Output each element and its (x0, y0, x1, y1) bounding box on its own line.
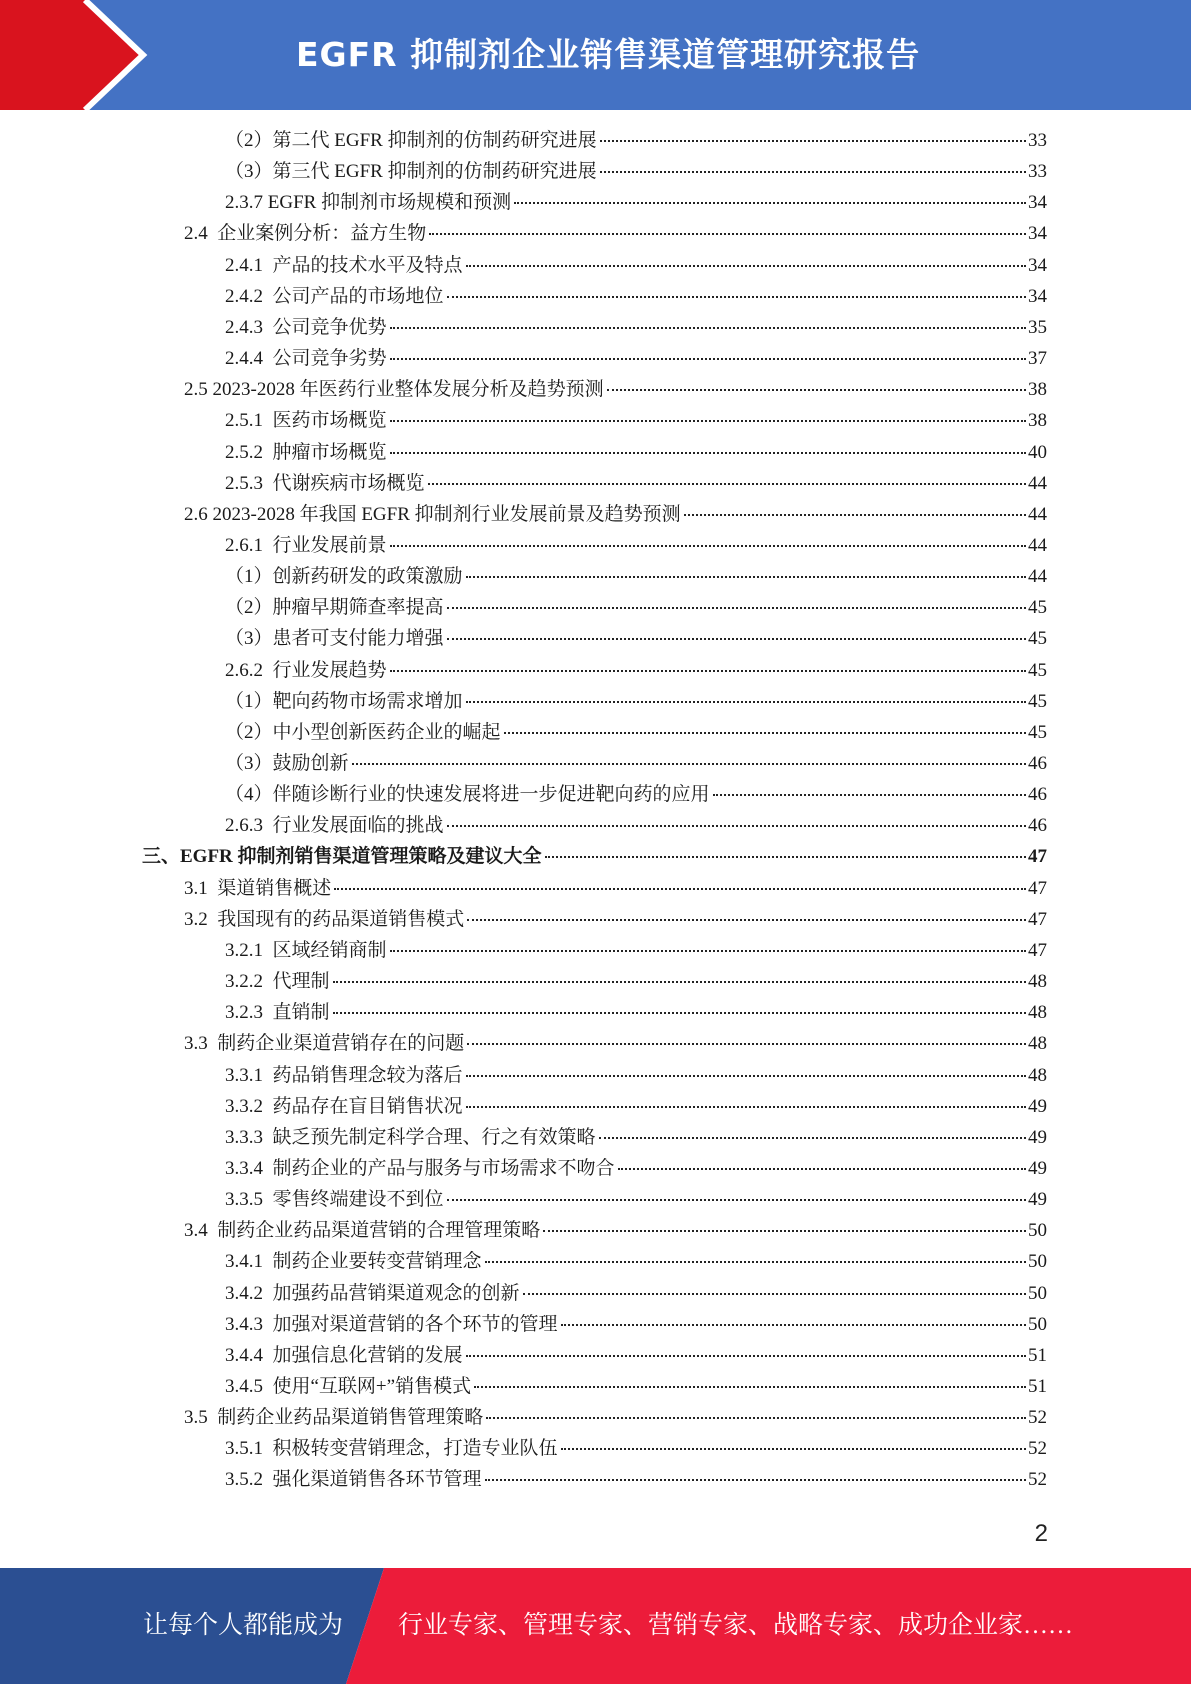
toc-entry-page: 45 (1028, 722, 1047, 743)
toc-entry-title: 2.3.7 EGFR 抑制剂市场规模和预测 (225, 192, 512, 213)
toc-entry-page: 49 (1028, 1127, 1047, 1148)
toc-entry-title: 3.4.2 加强药品营销渠道观念的创新 (225, 1283, 520, 1304)
toc-entry-title: 3.3.3 缺乏预先制定科学合理、行之有效策略 (225, 1127, 596, 1148)
toc-entry-title: 2.5.1 医药市场概览 (225, 410, 387, 431)
toc-dot-leader (466, 576, 1026, 578)
toc-dot-leader (466, 1355, 1026, 1357)
toc-entry[interactable] (225, 407, 1047, 435)
toc-entry[interactable] (184, 376, 1047, 404)
toc-dot-leader (713, 794, 1026, 796)
toc-entry[interactable] (225, 968, 1047, 996)
toc-entry-page: 48 (1028, 971, 1047, 992)
toc-entry-title: （3）鼓励创新 (225, 753, 349, 774)
red-arrow-ornament (0, 0, 160, 110)
toc-dot-leader (390, 327, 1026, 329)
toc-entry-page: 51 (1028, 1376, 1047, 1397)
toc-entry-page: 44 (1028, 535, 1047, 556)
toc-entry-title: （2）第二代 EGFR 抑制剂的仿制药研究进展 (225, 130, 597, 151)
toc-entry[interactable] (225, 1435, 1047, 1463)
toc-entry-page: 49 (1028, 1096, 1047, 1117)
toc-dot-leader (390, 670, 1026, 672)
toc-dot-leader (390, 420, 1026, 422)
toc-dot-leader (447, 296, 1026, 298)
toc-entry-title: 3.3.2 药品存在盲目销售状况 (225, 1096, 463, 1117)
toc-entry-title: 3.3 制药企业渠道营销存在的问题 (184, 1033, 465, 1054)
toc-dot-leader (333, 1012, 1026, 1014)
toc-entry[interactable] (225, 781, 1047, 809)
toc-entry-title: 2.4 企业案例分析：益方生物 (184, 223, 427, 244)
toc-entry-page: 48 (1028, 1002, 1047, 1023)
toc-entry-page: 52 (1028, 1407, 1047, 1428)
toc-entry-page: 50 (1028, 1283, 1047, 1304)
toc-entry-title: 3.3.5 零售终端建设不到位 (225, 1189, 444, 1210)
toc-entry-page: 46 (1028, 815, 1047, 836)
toc-entry[interactable] (225, 594, 1047, 622)
toc-entry[interactable] (225, 127, 1047, 155)
toc-dot-leader (466, 265, 1026, 267)
toc-entry-page: 45 (1028, 660, 1047, 681)
toc-dot-leader (352, 763, 1026, 765)
toc-entry-title: 2.6.1 行业发展前景 (225, 535, 387, 556)
toc-entry-page: 33 (1028, 161, 1047, 182)
toc-entry-page: 52 (1028, 1438, 1047, 1459)
toc-entry-title: （2）中小型创新医药企业的崛起 (225, 722, 501, 743)
toc-entry[interactable] (225, 1280, 1047, 1308)
toc-entry-page: 40 (1028, 442, 1047, 463)
toc-entry-title: 3.5.1 积极转变营销理念，打造专业队伍 (225, 1438, 558, 1459)
toc-dot-leader (618, 1168, 1026, 1170)
toc-entry-page: 52 (1028, 1469, 1047, 1490)
toc-dot-leader (447, 638, 1026, 640)
report-footer (0, 1568, 1191, 1684)
toc-entry-page: 45 (1028, 628, 1047, 649)
toc-entry[interactable] (184, 1404, 1047, 1432)
toc-entry-page: 48 (1028, 1065, 1047, 1086)
toc-entry-title: 3.4.1 制药企业要转变营销理念 (225, 1251, 482, 1272)
toc-entry[interactable] (225, 563, 1047, 591)
toc-entry[interactable] (225, 1373, 1047, 1401)
toc-entry-page: 33 (1028, 130, 1047, 151)
toc-dot-leader (447, 825, 1026, 827)
toc-dot-leader (390, 545, 1026, 547)
toc-entry-title: 2.4.3 公司竞争优势 (225, 317, 387, 338)
footer-slogan-right: 行业专家、管理专家、营销专家、战略专家、成功企业家…… (398, 1612, 1074, 1639)
toc-dot-leader (684, 514, 1026, 516)
toc-dot-leader (561, 1448, 1026, 1450)
toc-entry-page: 51 (1028, 1345, 1047, 1366)
toc-dot-leader (474, 1386, 1026, 1388)
toc-dot-leader (428, 483, 1026, 485)
toc-entry[interactable] (184, 906, 1047, 934)
toc-entry-page: 34 (1028, 223, 1047, 244)
toc-entry-title: （3）第三代 EGFR 抑制剂的仿制药研究进展 (225, 161, 597, 182)
toc-dot-leader (466, 1075, 1026, 1077)
toc-entry[interactable] (225, 657, 1047, 685)
toc-dot-leader (390, 452, 1026, 454)
toc-entry[interactable] (225, 314, 1047, 342)
toc-entry-page: 49 (1028, 1189, 1047, 1210)
toc-dot-leader (447, 1199, 1026, 1201)
toc-dot-leader (447, 607, 1026, 609)
toc-entry-title: 3.2.1 区域经销商制 (225, 940, 387, 961)
toc-entry-title: （1）靶向药物市场需求增加 (225, 691, 463, 712)
toc-entry[interactable] (184, 220, 1047, 248)
toc-entry-title: 2.5 2023-2028 年医药行业整体发展分析及趋势预测 (184, 379, 604, 400)
toc-entry-page: 47 (1028, 878, 1047, 899)
toc-entry[interactable] (184, 1217, 1047, 1245)
toc-dot-leader (466, 1106, 1026, 1108)
toc-entry-title: 2.4.4 公司竞争劣势 (225, 348, 387, 369)
toc-dot-leader (485, 1261, 1026, 1263)
toc-entry-title: 3.2.2 代理制 (225, 971, 330, 992)
toc-dot-leader (333, 981, 1026, 983)
toc-dot-leader (607, 389, 1026, 391)
toc-entry-page: 46 (1028, 753, 1047, 774)
toc-entry[interactable] (225, 283, 1047, 311)
toc-entry-page: 34 (1028, 192, 1047, 213)
toc-entry[interactable] (225, 1466, 1047, 1494)
toc-entry-title: （3）患者可支付能力增强 (225, 628, 444, 649)
toc-entry-title: 3.5 制药企业药品渠道销售管理策略 (184, 1407, 484, 1428)
toc-entry-page: 44 (1028, 504, 1047, 525)
page-number: 2 (1034, 1520, 1048, 1547)
toc-dot-leader (523, 1293, 1026, 1295)
toc-entry[interactable] (184, 875, 1047, 903)
toc-entry-page: 34 (1028, 286, 1047, 307)
toc-entry[interactable] (225, 1155, 1047, 1183)
toc-dot-leader (390, 950, 1026, 952)
toc-entry-title: 2.4.1 产品的技术水平及特点 (225, 255, 463, 276)
toc-dot-leader (561, 1324, 1026, 1326)
toc-entry[interactable] (225, 1248, 1047, 1276)
toc-entry-title: 2.4.2 公司产品的市场地位 (225, 286, 444, 307)
toc-entry[interactable] (225, 158, 1047, 186)
toc-dot-leader (466, 701, 1026, 703)
toc-entry[interactable] (184, 1030, 1047, 1058)
toc-entry-page: 50 (1028, 1314, 1047, 1335)
toc-entry[interactable] (225, 1186, 1047, 1214)
toc-entry-page: 50 (1028, 1220, 1047, 1241)
toc-entry-page: 34 (1028, 255, 1047, 276)
toc-dot-leader (514, 202, 1026, 204)
footer-slogan-left: 让每个人都能成为 (143, 1612, 344, 1639)
toc-entry-title: 3.1 渠道销售概述 (184, 878, 332, 899)
toc-dot-leader (467, 919, 1026, 921)
toc-entry[interactable] (225, 252, 1047, 280)
toc-entry-title: 2.5.3 代谢疾病市场概览 (225, 473, 425, 494)
report-title: EGFR 抑制剂企业销售渠道管理研究报告 (296, 35, 921, 74)
toc-entry[interactable] (225, 1311, 1047, 1339)
toc-entry[interactable] (225, 345, 1047, 373)
toc-dot-leader (600, 171, 1026, 173)
toc-entry[interactable] (225, 532, 1047, 560)
toc-entry-page: 44 (1028, 473, 1047, 494)
toc-entry-page: 38 (1028, 379, 1047, 400)
toc-entry-title: 2.6.2 行业发展趋势 (225, 660, 387, 681)
toc-entry-title: 3.4.4 加强信息化营销的发展 (225, 1345, 463, 1366)
toc-entry-page: 47 (1028, 940, 1047, 961)
toc-entry[interactable] (142, 843, 1047, 871)
toc-dot-leader (334, 888, 1026, 890)
toc-entry-title: 3.4.5 使用“互联网+”销售模式 (225, 1376, 472, 1397)
toc-entry-page: 44 (1028, 566, 1047, 587)
toc-dot-leader (429, 233, 1026, 235)
toc-entry-page: 45 (1028, 691, 1047, 712)
toc-entry-title: 3.3.1 药品销售理念较为落后 (225, 1065, 463, 1086)
toc-entry[interactable] (225, 470, 1047, 498)
toc-dot-leader (485, 1479, 1026, 1481)
toc-entry[interactable] (225, 750, 1047, 778)
toc-entry-title: 3.3.4 制药企业的产品与服务与市场需求不吻合 (225, 1158, 615, 1179)
toc-entry-title: 3.2 我国现有的药品渠道销售模式 (184, 909, 465, 930)
toc-entry[interactable] (225, 937, 1047, 965)
toc-entry[interactable] (225, 189, 1047, 217)
toc-entry[interactable] (225, 1062, 1047, 1090)
toc-dot-leader (504, 732, 1026, 734)
toc-entry-title: 2.5.2 肿瘤市场概览 (225, 442, 387, 463)
toc-entry-title: 3.4 制药企业药品渠道营销的合理管理策略 (184, 1220, 541, 1241)
toc-entry-title: 3.5.2 强化渠道销售各环节管理 (225, 1469, 482, 1490)
toc-entry-page: 47 (1028, 846, 1047, 867)
toc-dot-leader (486, 1417, 1026, 1419)
toc-entry[interactable] (225, 1342, 1047, 1370)
toc-entry[interactable] (225, 999, 1047, 1027)
toc-entry-page: 47 (1028, 909, 1047, 930)
report-header (0, 0, 1191, 110)
toc-entry-page: 35 (1028, 317, 1047, 338)
toc-entry[interactable] (225, 688, 1047, 716)
toc-entry-title: 3.2.3 直销制 (225, 1002, 330, 1023)
toc-entry-title: （1）创新药研发的政策激励 (225, 566, 463, 587)
toc-entry-title: （2）肿瘤早期筛查率提高 (225, 597, 444, 618)
toc-dot-leader (600, 140, 1026, 142)
toc-entry[interactable] (184, 501, 1047, 529)
toc-dot-leader (545, 856, 1026, 858)
toc-entry-title: 2.6 2023-2028 年我国 EGFR 抑制剂行业发展前景及趋势预测 (184, 504, 681, 525)
toc-dot-leader (599, 1137, 1026, 1139)
toc-entry[interactable] (225, 625, 1047, 653)
toc-entry-title: 三、EGFR 抑制剂销售渠道管理策略及建议大全 (142, 846, 542, 867)
toc-entry-page: 45 (1028, 597, 1047, 618)
toc-dot-leader (390, 358, 1026, 360)
toc-entry-page: 49 (1028, 1158, 1047, 1179)
toc-entry[interactable] (225, 719, 1047, 747)
toc-entry-page: 50 (1028, 1251, 1047, 1272)
toc-dot-leader (543, 1230, 1026, 1232)
toc-entry-page: 46 (1028, 784, 1047, 805)
toc-entry-page: 48 (1028, 1033, 1047, 1054)
toc-entry-title: 2.6.3 行业发展面临的挑战 (225, 815, 444, 836)
toc-entry[interactable] (225, 1093, 1047, 1121)
toc-entry-page: 38 (1028, 410, 1047, 431)
toc-entry[interactable] (225, 1124, 1047, 1152)
toc-entry-title: （4）伴随诊断行业的快速发展将进一步促进靶向药的应用 (225, 784, 710, 805)
toc-entry-title: 3.4.3 加强对渠道营销的各个环节的管理 (225, 1314, 558, 1335)
toc-entry-page: 37 (1028, 348, 1047, 369)
toc-dot-leader (467, 1043, 1026, 1045)
toc-entry[interactable] (225, 812, 1047, 840)
toc-entry[interactable] (225, 439, 1047, 467)
